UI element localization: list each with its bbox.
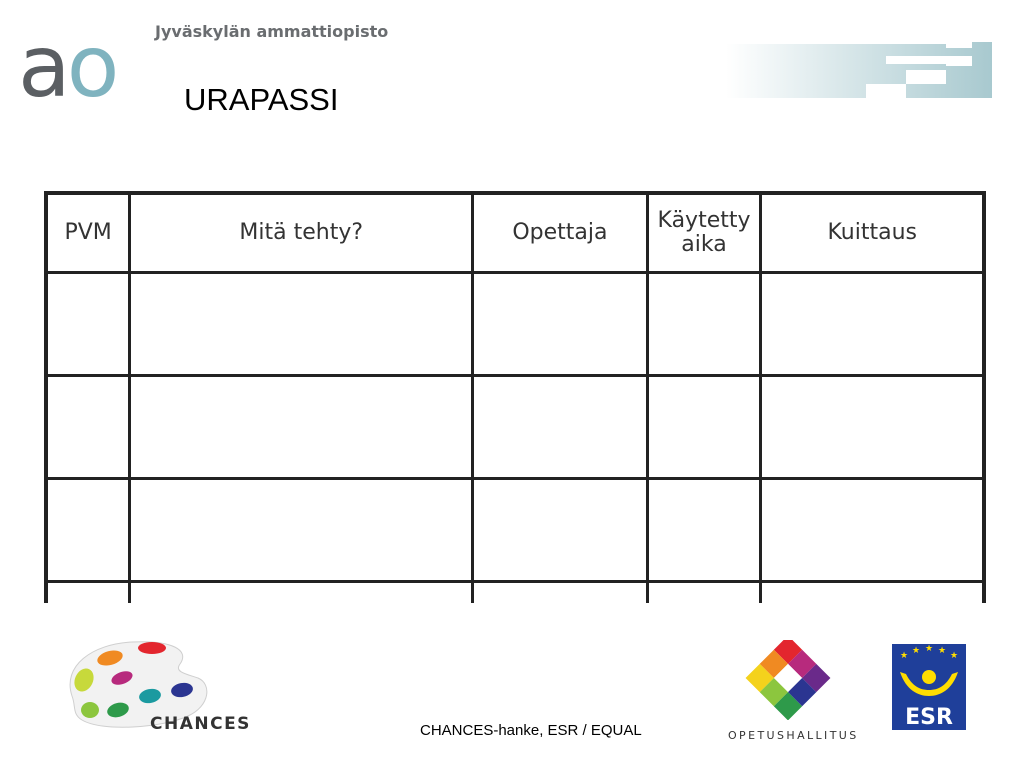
column-header-mita-tehty: Mitä tehty? — [130, 193, 473, 273]
table-cell[interactable] — [130, 479, 473, 582]
svg-text:★: ★ — [938, 646, 947, 656]
column-header-kuittaus: Kuittaus — [761, 193, 984, 273]
table-cell[interactable] — [46, 582, 130, 604]
table-row — [46, 582, 984, 604]
table-cell[interactable] — [761, 582, 984, 604]
svg-text:★: ★ — [925, 644, 934, 654]
table-cell[interactable] — [473, 376, 647, 479]
table-cell[interactable] — [130, 273, 473, 376]
column-header-opettaja: Opettaja — [473, 193, 647, 273]
ao-logo — [18, 17, 116, 117]
svg-text:★: ★ — [900, 651, 909, 661]
table-cell[interactable] — [46, 376, 130, 479]
chances-label: CHANCES — [150, 714, 251, 734]
chances-logo — [62, 636, 272, 736]
table-cell[interactable] — [130, 376, 473, 479]
opetushallitus-label: OPETUSHALLITUS — [728, 729, 859, 742]
table-cell[interactable] — [473, 273, 647, 376]
log-table — [44, 191, 986, 603]
table-cell[interactable] — [761, 479, 984, 582]
table-cell[interactable] — [647, 582, 761, 604]
ao-logo-o: o — [66, 17, 116, 117]
stairs-decoration — [726, 40, 992, 100]
table-row — [46, 273, 984, 376]
column-header-kaytetty-aika: Käytetty aika — [647, 193, 761, 273]
table-cell[interactable] — [761, 273, 984, 376]
table-cell[interactable] — [130, 582, 473, 604]
table-cell[interactable] — [761, 376, 984, 479]
log-table-container — [44, 191, 990, 603]
page-title: URAPASSI — [184, 82, 339, 117]
column-header-pvm: PVM — [46, 193, 130, 273]
table-cell[interactable] — [647, 376, 761, 479]
table-cell[interactable] — [647, 479, 761, 582]
svg-text:★: ★ — [950, 651, 959, 661]
table-row — [46, 376, 984, 479]
table-row — [46, 479, 984, 582]
table-cell[interactable] — [46, 479, 130, 582]
footer-caption: CHANCES-hanke, ESR / EQUAL — [420, 722, 642, 739]
table-cell[interactable] — [46, 273, 130, 376]
table-cell[interactable] — [473, 479, 647, 582]
svg-text:★: ★ — [912, 646, 921, 656]
organization-name: Jyväskylän ammattiopisto — [155, 22, 389, 41]
esr-label: ESR — [905, 705, 953, 730]
table-cell[interactable] — [647, 273, 761, 376]
esr-logo — [892, 644, 966, 730]
opetushallitus-logo-mark — [728, 640, 848, 720]
ao-logo-a: a — [18, 17, 67, 117]
table-cell[interactable] — [473, 582, 647, 604]
table-header-row — [46, 193, 984, 273]
